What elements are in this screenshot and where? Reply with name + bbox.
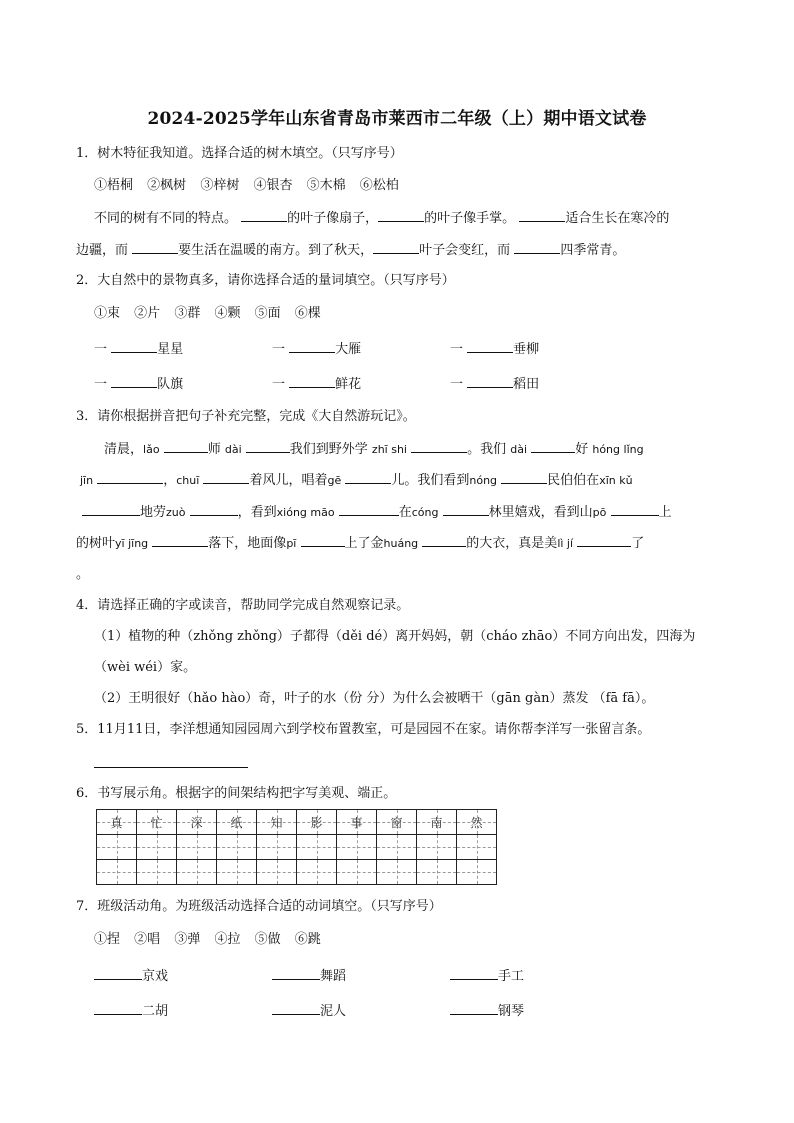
answer-blank[interactable] xyxy=(611,503,659,516)
option: ④拉 xyxy=(214,932,241,947)
answer-blank[interactable] xyxy=(301,534,345,547)
grid-cell[interactable] xyxy=(417,835,457,860)
option: ⑥跳 xyxy=(294,932,321,947)
answer-blank[interactable] xyxy=(94,967,142,980)
grid-cell[interactable] xyxy=(257,860,297,885)
grid-cell[interactable] xyxy=(377,835,417,860)
question-3-line-5: 。 xyxy=(76,567,90,582)
answer-blank[interactable] xyxy=(577,534,631,547)
question-3-line-4: 的树叶yī jīng 落下，地面像pī 上了金huáng 的大衣，真是美lì jí 了 xyxy=(76,536,645,551)
grid-cell xyxy=(137,810,177,835)
grid-cell xyxy=(417,810,457,835)
answer-blank[interactable] xyxy=(94,1002,142,1015)
question-1-text-line-1: 不同的树有不同的特点。 的叶子像扇子， 的叶子像手掌。 适合生长在寒冷的 xyxy=(94,211,670,226)
grid-cell[interactable] xyxy=(97,860,137,885)
measure-word-item: 一 稻田 xyxy=(450,377,540,392)
answer-blank[interactable] xyxy=(514,241,560,254)
grid-cell[interactable] xyxy=(337,860,377,885)
grid-cell xyxy=(177,810,217,835)
measure-word-item: 一 大雁 xyxy=(272,342,362,357)
answer-blank[interactable] xyxy=(246,440,290,453)
option: ①束 xyxy=(94,306,121,321)
option: ②枫树 xyxy=(147,178,187,193)
option: ③群 xyxy=(174,306,201,321)
question-3-line-1: 清晨，lǎo 师 dài 我们到野外学 zhī shi 。我们 dài 好 hóng lǐng xyxy=(104,442,644,457)
option: ⑤做 xyxy=(254,932,281,947)
grid-char: 忙 xyxy=(150,815,163,830)
grid-char: 知 xyxy=(270,815,283,830)
answer-blank[interactable] xyxy=(190,503,238,516)
grid-cell[interactable] xyxy=(457,835,497,860)
question-4-stem: 4．请选择正确的字或读音，帮助同学完成自然观察记录。 xyxy=(76,598,410,613)
measure-word-item: 一 星星 xyxy=(94,342,184,357)
measure-word-item: 一 垂柳 xyxy=(450,342,540,357)
option: ③弹 xyxy=(174,932,201,947)
grid-cell[interactable] xyxy=(337,835,377,860)
grid-char: 事 xyxy=(350,815,363,830)
answer-blank[interactable] xyxy=(450,1002,498,1015)
option: ②唱 xyxy=(134,932,161,947)
grid-cell xyxy=(97,810,137,835)
measure-word-item: 一 鲜花 xyxy=(272,377,362,392)
question-4-sentence-1-cont: （wèi wéi）家。 xyxy=(94,660,197,675)
answer-blank[interactable] xyxy=(203,471,249,484)
option: ②片 xyxy=(134,306,161,321)
answer-blank[interactable] xyxy=(422,534,466,547)
grid-char: 深 xyxy=(190,815,203,830)
question-2-options xyxy=(94,305,331,323)
grid-cell[interactable] xyxy=(97,835,137,860)
answer-blank[interactable] xyxy=(450,967,498,980)
answer-blank[interactable] xyxy=(164,440,208,453)
option: ⑤面 xyxy=(254,306,281,321)
grid-cell xyxy=(257,810,297,835)
option: ③梓树 xyxy=(200,178,240,193)
answer-blank[interactable] xyxy=(467,375,513,388)
answer-blank[interactable] xyxy=(345,471,391,484)
grid-char: 南 xyxy=(430,815,443,830)
question-4-sentence-2: （2）王明很好（hǎo hào）奇，叶子的水（份 分）为什么会被晒干（gān gàn）蒸发 （fā fā）。 xyxy=(94,691,655,706)
answer-blank[interactable] xyxy=(501,471,547,484)
grid-char: 纸 xyxy=(230,815,243,830)
verb-item: 手工 xyxy=(450,967,524,986)
grid-char: 影 xyxy=(310,815,323,830)
grid-cell xyxy=(297,810,337,835)
question-4-sentence-1: （1）植物的种（zhǒng zhǒng）子都得（děi dé）离开妈妈，朝（cháo zhāo）不同方向出发，四海为 xyxy=(94,629,696,644)
question-1-stem: 1．树木特征我知道。选择合适的树木填空。（只写序号） xyxy=(76,146,403,161)
verb-item: 京戏 xyxy=(94,967,168,986)
grid-char: 然 xyxy=(470,815,483,830)
answer-blank[interactable] xyxy=(289,340,335,353)
grid-cell[interactable] xyxy=(297,835,337,860)
grid-char: 窗 xyxy=(390,815,403,830)
answer-blank[interactable] xyxy=(411,440,467,453)
question-3-line-2: jīn ，chuī 着风儿，唱着gē 儿。我们看到nóng 民伯伯在xīn kǔ xyxy=(80,473,633,488)
answer-blank[interactable] xyxy=(519,209,565,222)
option: ⑤木棉 xyxy=(306,178,346,193)
answer-blank[interactable] xyxy=(272,1002,320,1015)
question-7-options xyxy=(94,931,331,949)
answer-blank[interactable] xyxy=(289,375,335,388)
option: ④银杏 xyxy=(253,178,293,193)
option: ⑥棵 xyxy=(294,306,321,321)
question-1-text-line-2: 边疆，而 要生活在温暖的南方。到了秋天， 叶子会变红，而 四季常青。 xyxy=(76,243,626,258)
question-7-stem: 7．班级活动角。为班级活动选择合适的动词填空。（只写序号） xyxy=(76,899,442,914)
grid-cell[interactable] xyxy=(457,860,497,885)
grid-char: 真 xyxy=(110,815,123,830)
question-1-options xyxy=(94,177,409,195)
option: ①梧桐 xyxy=(94,178,134,193)
answer-blank[interactable] xyxy=(339,503,399,516)
question-2-stem: 2．大自然中的景物真多，请你选择合适的量词填空。（只写序号） xyxy=(76,273,455,288)
grid-cell[interactable] xyxy=(217,860,257,885)
option: ⑥松柏 xyxy=(359,178,399,193)
grid-cell xyxy=(377,810,417,835)
grid-cell[interactable] xyxy=(377,860,417,885)
measure-word-item: 一 队旗 xyxy=(94,377,184,392)
answer-blank[interactable] xyxy=(152,534,208,547)
answer-blank[interactable] xyxy=(97,471,163,484)
grid-cell xyxy=(337,810,377,835)
answer-blank[interactable] xyxy=(111,340,157,353)
answer-blank[interactable] xyxy=(467,340,513,353)
message-answer-line[interactable] xyxy=(94,767,248,768)
grid-cell xyxy=(217,810,257,835)
verb-item: 泥人 xyxy=(272,1002,346,1021)
question-5-stem: 5．11月11日，李洋想通知园园周六到学校布置教室，可是园园不在家。请你帮李洋写一张留言条。 xyxy=(76,722,651,737)
grid-cell[interactable] xyxy=(137,860,177,885)
answer-blank[interactable] xyxy=(111,375,157,388)
question-6-stem: 6．书写展示角。根据字的间架结构把字写美观、端正。 xyxy=(76,786,397,801)
question-3-line-3: 地劳zuò ，看到xióng māo 在cóng 林里嬉戏，看到山pō 上 xyxy=(82,503,672,522)
grid-cell[interactable] xyxy=(417,860,457,885)
option: ④颗 xyxy=(214,306,241,321)
grid-cell[interactable] xyxy=(217,835,257,860)
option: ①捏 xyxy=(94,932,121,947)
grid-cell[interactable] xyxy=(177,860,217,885)
answer-blank[interactable] xyxy=(531,440,575,453)
answer-blank[interactable] xyxy=(373,241,419,254)
writing-grid xyxy=(96,809,497,885)
answer-blank[interactable] xyxy=(272,967,320,980)
grid-cell xyxy=(457,810,497,835)
answer-blank[interactable] xyxy=(378,209,424,222)
grid-cell[interactable] xyxy=(257,835,297,860)
verb-item: 二胡 xyxy=(94,1002,168,1021)
grid-cell[interactable] xyxy=(297,860,337,885)
question-3-stem: 3．请你根据拼音把句子补充完整，完成《大自然游玩记》。 xyxy=(76,409,416,424)
answer-blank[interactable] xyxy=(443,503,489,516)
answer-blank[interactable] xyxy=(241,209,287,222)
verb-item: 钢琴 xyxy=(450,1002,524,1021)
grid-cell[interactable] xyxy=(177,835,217,860)
grid-cell[interactable] xyxy=(137,835,177,860)
page-title: 2024-2025学年山东省青岛市莱西市二年级（上）期中语文试卷 xyxy=(147,109,647,129)
verb-item: 舞蹈 xyxy=(272,967,346,986)
answer-blank[interactable] xyxy=(132,241,178,254)
answer-blank[interactable] xyxy=(82,503,140,516)
